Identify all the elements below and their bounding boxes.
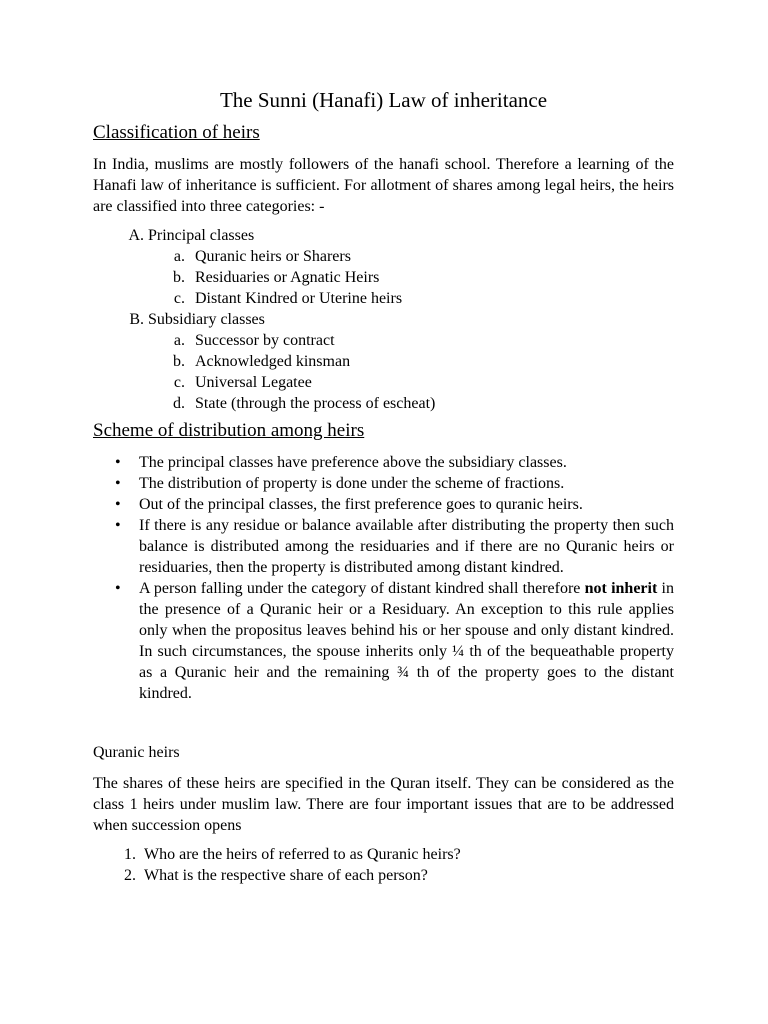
list-item-text: Quranic heirs or Sharers bbox=[195, 248, 351, 265]
list-item-text: What is the respective share of each person? bbox=[144, 867, 428, 884]
bullet-item bbox=[93, 473, 674, 494]
distribution-heading: Scheme of distribution among heirs bbox=[93, 420, 365, 441]
list-item-text: Acknowledged kinsman bbox=[195, 353, 351, 370]
class-row bbox=[93, 225, 674, 246]
list-item-text: Residuaries or Agnatic Heirs bbox=[195, 269, 380, 286]
bullet-icon: • bbox=[115, 496, 121, 513]
bullet-text-before: A person falling under the category of distant kindred shall therefore bbox=[139, 580, 585, 597]
list-item bbox=[93, 288, 674, 309]
bullet-item bbox=[93, 452, 674, 473]
heir-classes-list bbox=[93, 225, 674, 414]
list-marker: a. bbox=[173, 332, 185, 349]
bullet-text: The distribution of property is done under the scheme of fractions. bbox=[139, 475, 565, 492]
class-label: Subsidiary classes bbox=[148, 311, 265, 328]
list-item bbox=[93, 330, 674, 351]
quranic-heirs-paragraph: The shares of these heirs are specified in the Quran itself. They can be considered as the class 1 heirs under muslim law. There are four important issues that are to be addressed when succession opens bbox=[93, 775, 674, 834]
list-item bbox=[93, 844, 674, 865]
bullet-text: Out of the principal classes, the first preference goes to quranic heirs. bbox=[139, 496, 583, 513]
bullet-text: If there is any residue or balance available after distributing the property then such balance is distributed among the residuaries and if there are no Quranic heirs or residuaries, then the property is distributed among distant kindred. bbox=[139, 517, 674, 576]
intro-paragraph: In India, muslims are mostly followers of the hanafi school. Therefore a learning of the Hanafi law of inheritance is sufficient. For allotment of shares among legal heirs, the heirs are classified into three categories: - bbox=[93, 156, 674, 215]
document-page bbox=[93, 86, 674, 886]
bullet-text: The principal classes have preference above the subsidiary classes. bbox=[139, 454, 567, 471]
document-title: The Sunni (Hanafi) Law of inheritance bbox=[219, 88, 548, 112]
bullet-item bbox=[93, 515, 674, 578]
list-marker: B. bbox=[129, 311, 144, 328]
list-item bbox=[93, 372, 674, 393]
list-marker: 2. bbox=[124, 867, 136, 884]
list-item bbox=[93, 246, 674, 267]
list-item bbox=[93, 393, 674, 414]
list-item bbox=[93, 865, 674, 886]
list-marker: b. bbox=[173, 353, 185, 370]
class-label: Principal classes bbox=[148, 227, 255, 244]
list-marker: c. bbox=[173, 290, 185, 307]
list-item-text: Universal Legatee bbox=[195, 374, 312, 391]
list-marker: b. bbox=[173, 269, 185, 286]
list-item-text: Distant Kindred or Uterine heirs bbox=[195, 290, 403, 307]
bullet-item bbox=[93, 578, 674, 704]
bullet-text-after: in the presence of a Quranic heir or a Residuary. An exception to this rule applies only when the propositus leaves behind his or her spouse and only distant kindred. In such circumstances, the spouse inherits only ¼ th of the bequeathable property as a Quranic heir and the remaining ¾ th of the property goes to the distant kindred. bbox=[139, 580, 674, 702]
issues-numbered-list bbox=[93, 844, 674, 886]
list-item-text: Successor by contract bbox=[195, 332, 335, 349]
list-marker: c. bbox=[173, 374, 185, 391]
list-item bbox=[93, 267, 674, 288]
bullet-icon: • bbox=[115, 580, 121, 597]
bullet-bold-text: not inherit bbox=[584, 580, 658, 597]
list-item-text: Who are the heirs of referred to as Quranic heirs? bbox=[144, 846, 461, 863]
bullet-icon: • bbox=[115, 475, 121, 492]
classification-heading: Classification of heirs bbox=[93, 122, 260, 143]
list-item bbox=[93, 351, 674, 372]
quranic-heirs-heading: Quranic heirs bbox=[93, 744, 180, 761]
distribution-bullet-list bbox=[93, 452, 674, 704]
bullet-item bbox=[93, 494, 674, 515]
list-marker: d. bbox=[173, 395, 185, 412]
bullet-icon: • bbox=[115, 517, 121, 534]
bullet-icon: • bbox=[115, 454, 121, 471]
list-marker: a. bbox=[173, 248, 185, 265]
list-marker: 1. bbox=[124, 846, 136, 863]
class-row bbox=[93, 309, 674, 330]
list-item-text: State (through the process of escheat) bbox=[195, 395, 436, 412]
list-marker: A. bbox=[128, 227, 144, 244]
